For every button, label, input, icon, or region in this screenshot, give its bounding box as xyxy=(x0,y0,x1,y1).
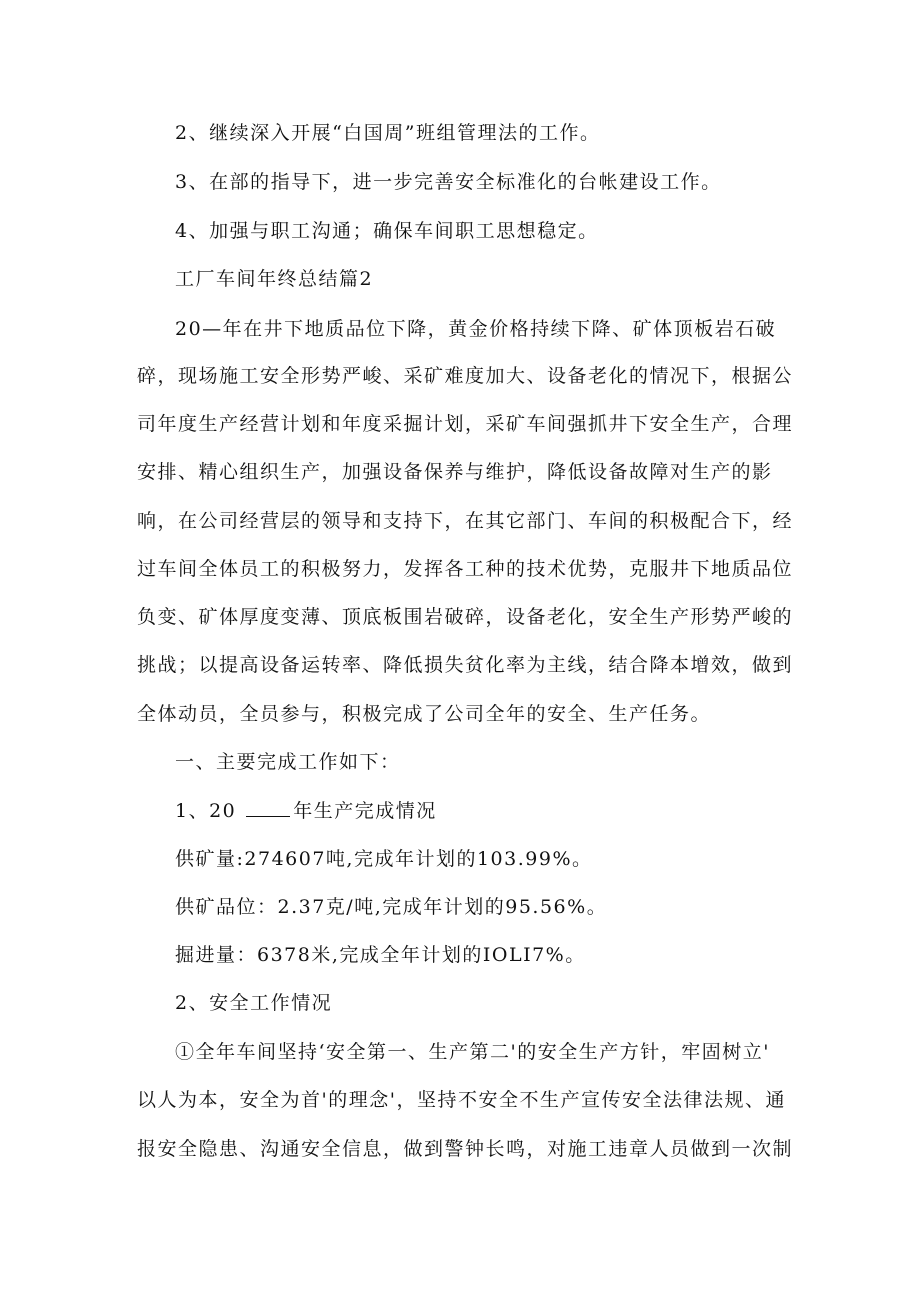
item-1-production xyxy=(175,798,437,824)
paragraph1-line-8: 挑战；以提高设备运转率、降低损失贫化率为主线，结合降本增效，做到 xyxy=(137,654,794,676)
heading-main-work: 一、主要完成工作如下： xyxy=(175,751,401,773)
fill-in-blank xyxy=(246,798,290,817)
paragraph2-line-3: 报安全隐患、沟通安全信息，做到警钟长鸣，对施工违章人员做到一次制 xyxy=(137,1138,794,1160)
paragraph1-line-5: 响，在公司经营层的领导和支持下，在其它部门、车间的积极配合下，经 xyxy=(137,510,794,532)
paragraph2-line-1: ①全年车间坚持‘安全第一、生产第二'的安全生产方针，牢固树立' xyxy=(175,1041,770,1063)
paragraph1-line-4: 安排、精心组织生产，加强设备保养与维护，降低设备故障对生产的影 xyxy=(137,461,773,483)
paragraph1-line-3: 司年度生产经营计划和年度采掘计划，采矿车间强抓井下安全生产，合理 xyxy=(137,413,794,435)
item-1-suffix: 年生产完成情况 xyxy=(293,800,437,822)
stat-tunneling: 掘进量：6378米,完成全年计划的IOLI7%。 xyxy=(175,944,586,966)
list-item-4: 4、加强与职工沟通；确保车间职工思想稳定。 xyxy=(175,220,599,242)
section-title: 工厂车间年终总结篇2 xyxy=(175,268,374,290)
paragraph2-line-2: 以人为本，安全为首'的理念'，坚持不安全不生产宣传安全法律法规、通 xyxy=(137,1089,786,1111)
paragraph1-line-2: 碎，现场施工安全形势严峻、采矿难度加大、设备老化的情况下，根据公 xyxy=(137,365,794,387)
list-item-3: 3、在部的指导下，进一步完善安全标准化的台帐建设工作。 xyxy=(175,171,722,193)
paragraph1-line-9: 全体动员，全员参与，积极完成了公司全年的安全、生产任务。 xyxy=(137,703,712,725)
paragraph1-line-7: 负变、矿体厚度变薄、顶底板围岩破碎，设备老化，安全生产形势严峻的 xyxy=(137,606,794,628)
list-item-2: 2、继续深入开展“白国周”班组管理法的工作。 xyxy=(175,122,601,144)
item-1-prefix: 1、20 xyxy=(175,800,237,822)
item-2-safety: 2、安全工作情况 xyxy=(175,992,333,1014)
stat-ore-supply: 供矿量:274607吨,完成年计划的103.99%。 xyxy=(175,848,593,870)
paragraph1-line-1: 20—年在井下地质品位下降，黄金价格持续下降、矿体顶板岩石破 xyxy=(175,318,777,340)
stat-ore-grade: 供矿品位：2.37克/吨,完成年计划的95.56%。 xyxy=(175,896,608,918)
paragraph1-line-6: 过车间全体员工的积极努力，发挥各工种的技术优势，克服井下地质品位 xyxy=(137,558,794,580)
